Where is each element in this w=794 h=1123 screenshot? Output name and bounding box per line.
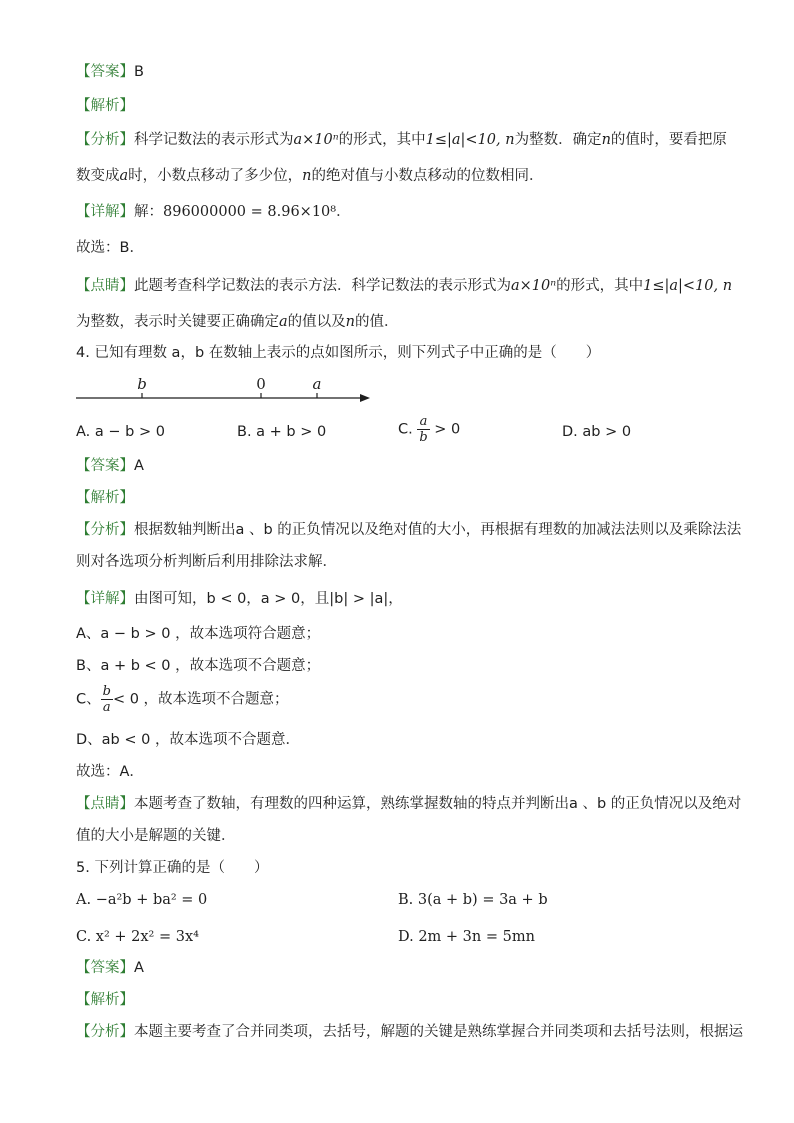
text-segment: 的形式，其中 (556, 278, 644, 294)
q4-comment-line1 (76, 794, 741, 814)
comment-tag: 【点睛】 (76, 278, 134, 294)
text-segment: 解： (134, 204, 163, 220)
q5-stem: 5. 下列计算正确的是（ ） (76, 860, 269, 876)
q4-choose-line: 故选：A． (76, 764, 144, 780)
comment-tag: 【点睛】 (76, 796, 134, 812)
text-segment: 数变成 (76, 168, 120, 184)
detail-tag: 【详解】 (76, 204, 134, 220)
text-segment: 根据数轴判断出a 、b 的正负情况以及绝对值的大小，再根据有理数的加减法法则以及乘除法法 (134, 522, 742, 538)
q3-choose-line: 故选：B． (76, 240, 144, 256)
q3-comment-line2 (76, 312, 399, 332)
text-segment: 由图可知，b < 0，a > 0，且|b| > |a|， (134, 591, 403, 607)
q3-comment-line1 (76, 276, 732, 296)
text-segment: 本题考查了数轴，有理数的四种运算，熟练掌握数轴的特点并判断出a 、b 的正负情况以及绝对 (134, 796, 742, 812)
text-segment: 的值． (355, 314, 399, 330)
fenxi-tag: 【分析】 (76, 132, 134, 148)
math-formula: a×10ⁿ (511, 278, 557, 294)
fraction-denominator: a (102, 700, 111, 715)
fraction-numerator: a (417, 414, 429, 430)
math-var: n (345, 314, 355, 330)
q5-option-a: A. −a²b + ba² = 0 (76, 892, 208, 908)
q4-option-a: A. a − b > 0 (76, 424, 165, 440)
analysis-tag: 【解析】 (76, 490, 134, 506)
q4-line-c (76, 684, 289, 715)
q3-fenxi-line2 (76, 166, 544, 186)
number-line-arrow-icon (360, 394, 370, 402)
text-segment: 的绝对值与小数点移动的位数相同． (311, 168, 544, 184)
text-segment: 的形式，其中 (338, 132, 426, 148)
text-segment: 为整数，表示时关键要正确确定 (76, 314, 279, 330)
q4-answer-line (76, 456, 144, 476)
option-rest: > 0 (434, 421, 461, 438)
q5-analysis-line (76, 990, 134, 1010)
q3-analysis-line (76, 96, 134, 116)
q5-fenxi-line (76, 1022, 743, 1042)
label-a: a (312, 375, 322, 393)
q4-option-c (398, 414, 460, 445)
text-segment: < 0 ，故本选项不合题意； (112, 691, 289, 708)
q4-detail-line (76, 589, 403, 609)
q4-answer-value: A (134, 458, 144, 474)
fenxi-tag: 【分析】 (76, 1024, 134, 1040)
fenxi-tag: 【分析】 (76, 522, 134, 538)
q5-option-d: D. 2m + 3n = 5mn (398, 929, 535, 945)
analysis-tag: 【解析】 (76, 98, 134, 114)
q5-option-b: B. 3(a + b) = 3a + b (398, 892, 548, 908)
text-segment: 科学记数法的表示形式为 (134, 132, 294, 148)
detail-tag: 【详解】 (76, 591, 134, 607)
fraction-numerator: b (102, 684, 111, 699)
q4-analysis-line (76, 488, 134, 508)
q4-stem: 4. 已知有理数 a，b 在数轴上表示的点如图所示，则下列式子中正确的是（ ） (76, 345, 601, 361)
math-var: n (601, 132, 611, 148)
fraction (101, 684, 113, 715)
math-formula: 896000000 = 8.96×10⁸ (163, 204, 337, 220)
text-segment: 的值以及 (287, 314, 346, 330)
q5-answer-line (76, 958, 144, 978)
answer-tag: 【答案】 (76, 64, 134, 80)
option-label: C、 (76, 691, 101, 708)
q3-answer-value: B (134, 64, 144, 80)
text-segment: 时，小数点移动了多少位， (128, 168, 303, 184)
q4-line-d: D、ab < 0 ，故本选项不合题意． (76, 732, 300, 748)
q5-answer-value: A (134, 960, 144, 976)
text-segment: 本题主要考查了合并同类项，去括号，解题的关键是熟练掌握合并同类项和去括号法则，根据运 (134, 1024, 743, 1040)
math-formula: 1≤|a|<10, n (425, 132, 515, 148)
option-label: C. (398, 421, 413, 438)
q4-line-a: A、a − b > 0 ，故本选项符合题意； (76, 626, 321, 642)
q4-line-b: B、a + b < 0 ，故本选项不合题意； (76, 658, 321, 674)
label-zero: 0 (256, 375, 266, 393)
q3-detail-line (76, 202, 351, 222)
math-formula: 1≤|a|<10, n (643, 278, 733, 294)
analysis-tag: 【解析】 (76, 992, 134, 1008)
fraction (417, 414, 429, 445)
math-var: a (279, 314, 288, 330)
q5-option-c: C. x² + 2x² = 3x⁴ (76, 929, 199, 945)
q4-fenxi-line1 (76, 520, 741, 540)
math-var: n (302, 168, 312, 184)
q4-option-d: D. ab > 0 (562, 424, 632, 440)
math-formula: a×10ⁿ (293, 132, 339, 148)
text-segment: ． (336, 204, 351, 220)
q4-comment-line2: 值的大小是解题的关键． (76, 828, 236, 844)
math-var: a (119, 168, 129, 184)
q3-answer-line (76, 62, 144, 82)
answer-tag: 【答案】 (76, 458, 134, 474)
fraction-denominator: b (419, 430, 428, 445)
label-b: b (137, 375, 147, 393)
q4-fenxi-line2: 则对各选项分析判断后利用排除法求解． (76, 554, 337, 570)
q4-option-b: B. a + b > 0 (237, 424, 327, 440)
number-line-figure (76, 372, 376, 408)
text-segment: 为整数．确定 (514, 132, 602, 148)
text-segment: 此题考查科学记数法的表示方法．科学记数法的表示形式为 (134, 278, 511, 294)
text-segment: 的值时，要看把原 (610, 132, 727, 148)
q3-fenxi-line1 (76, 130, 727, 150)
answer-tag: 【答案】 (76, 960, 134, 976)
